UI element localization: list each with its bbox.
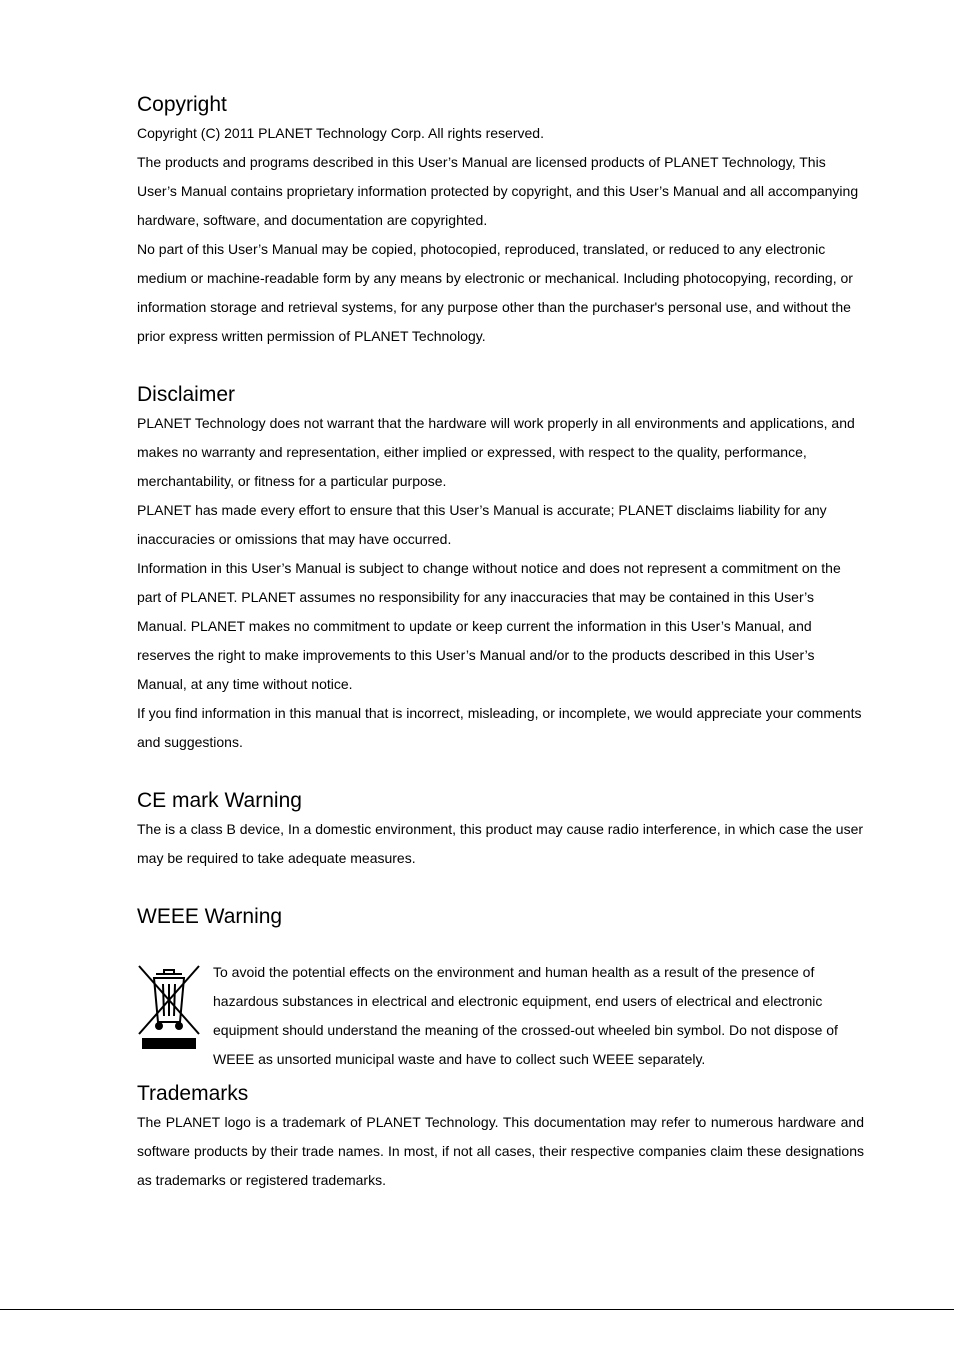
weee-heading: WEEE Warning: [137, 905, 283, 928]
disclaimer-heading: Disclaimer: [137, 383, 236, 406]
disclaimer-section: [137, 381, 864, 757]
copyright-reproduction-paragraph: No part of this User’s Manual may be copied, photocopied, reproduced, translated, or reduced to any electronic medium or machine-readable form by any means by electronic or mechanical. Including photocopying, recording, or information storage and retrieval systems, for any purpose other than the purchaser's personal use, and without the prior express written permission of PLANET Technology.: [137, 241, 853, 344]
trademarks-paragraph: The PLANET logo is a trademark of PLANET Technology. This documentation may refer to numerous hardware and software products by their trade names. In most, if not all cases, their respective companies claim these designations as trademarks or registered trademarks.: [137, 1114, 864, 1188]
section-gap: [137, 757, 864, 787]
ce-mark-section: [137, 787, 864, 873]
weee-block: [137, 958, 864, 1080]
weee-section: [137, 903, 864, 1080]
copyright-notice: Copyright (C) 2011 PLANET Technology Corp. All rights reserved.: [137, 125, 544, 141]
footer-divider: [0, 1309, 954, 1310]
disclaimer-warranty-paragraph: PLANET Technology does not warrant that the hardware will work properly in all environments and applications, and makes no warranty and representation, either implied or expressed, with respect to the quality, performance, merchantability, or fitness for a particular purpose.: [137, 415, 855, 489]
ce-mark-heading: CE mark Warning: [137, 789, 302, 812]
copyright-licensing-paragraph: The products and programs described in this User’s Manual are licensed products of PLANET Technology, This User’s Manual contains proprietary information protected by copyright, and this User’s Manual and all accompanying hardware, software, and documentation are copyrighted.: [137, 154, 859, 228]
crossed-out-wheeled-bin-icon: [137, 964, 201, 1050]
ce-mark-paragraph: The is a class B device, In a domestic environment, this product may cause radio interference, in which case the user may be required to take adequate measures.: [137, 821, 864, 866]
disclaimer-feedback-paragraph: If you find information in this manual that is incorrect, misleading, or incomplete, we would appreciate your comments and suggestions.: [137, 705, 862, 750]
copyright-heading: Copyright: [137, 93, 227, 116]
weee-paragraph: To avoid the potential effects on the environment and human health as a result of the presence of hazardous substances in electrical and electronic equipment, end users of electrical and electronic equipment should understand the meaning of the crossed-out wheeled bin symbol. Do not dispose of WEEE as unsorted municipal waste and have to collect such WEEE separately.: [213, 964, 838, 1067]
trademarks-heading: Trademarks: [137, 1082, 249, 1105]
disclaimer-accuracy-paragraph: PLANET has made every effort to ensure that this User’s Manual is accurate; PLANET disclaims liability for any inaccuracies or omissions that may have occurred.: [137, 502, 827, 547]
disclaimer-change-paragraph: Information in this User’s Manual is subject to change without notice and does not represent a commitment on the part of PLANET. PLANET assumes no responsibility for any inaccuracies that may be contained in this User’s Manual. PLANET makes no commitment to update or keep current the information in this User’s Manual, and reserves the right to make improvements to this User’s Manual and/or to the products described in this User’s Manual, at any time without notice.: [137, 560, 841, 692]
document-content: [137, 91, 864, 1195]
section-gap: [137, 873, 864, 903]
trademarks-section: [137, 1080, 864, 1195]
section-gap: [137, 351, 864, 381]
copyright-section: [137, 91, 864, 351]
